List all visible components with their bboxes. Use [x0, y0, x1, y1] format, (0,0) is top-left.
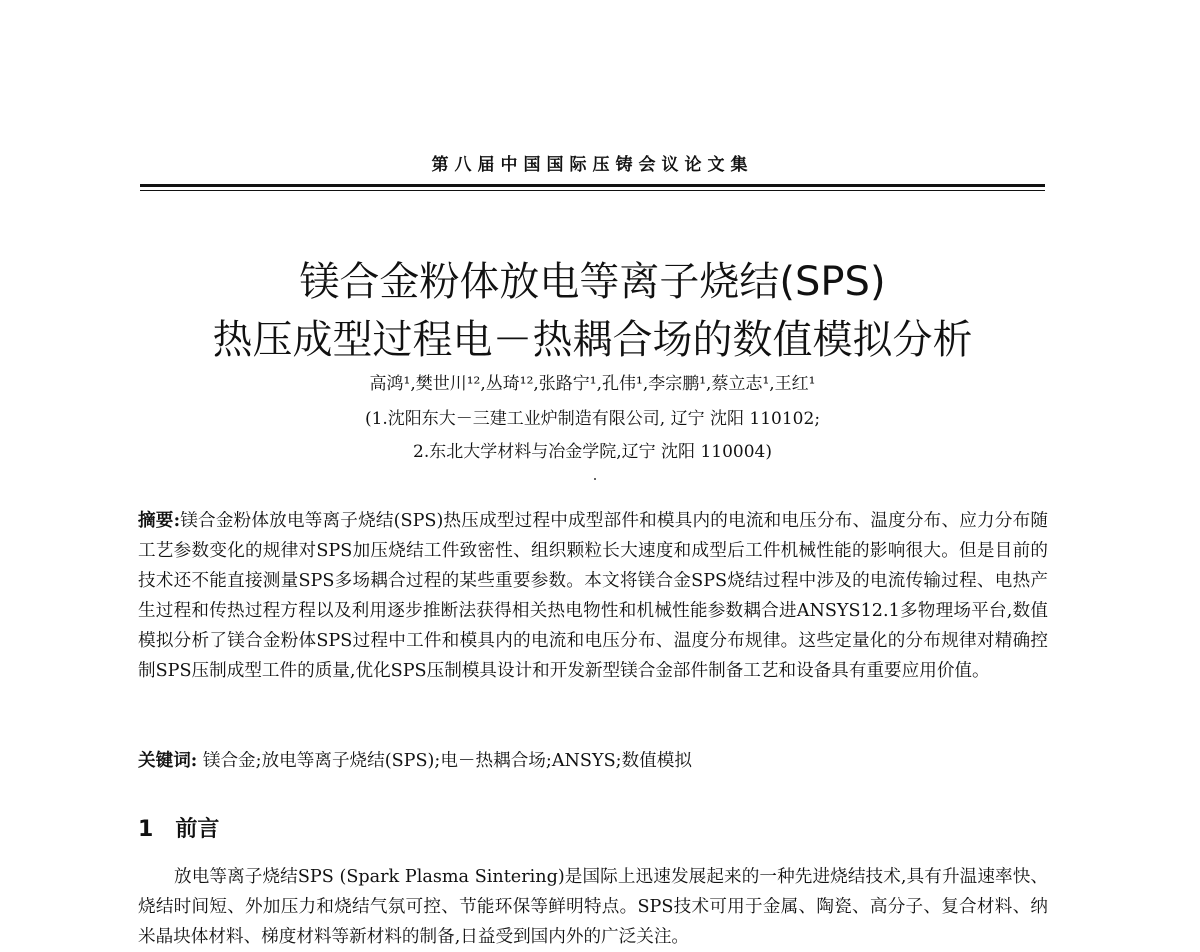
introduction-paragraph: 放电等离子烧结SPS (Spark Plasma Sintering)是国际上迅速发展起来的一种先进烧结技术,具有升温速率快、烧结时间短、外加压力和烧结气氛可控、节能环保等鲜明特点。SPS技术可用于金属、陶瓷、高分子、复合材料、纳米晶块体材料、梯度材料等新材料的制备,日益受到国内外的广泛关注。: [138, 867, 1048, 947]
header-rule-thick: [140, 184, 1045, 187]
keywords-label: 关键词:: [138, 750, 198, 771]
scan-dot: [594, 478, 596, 480]
running-header: 第八届中国国际压铸会议论文集: [431, 155, 754, 175]
section-number: 1: [138, 817, 154, 842]
affiliation-line-1: (1.沈阳东大－三建工业炉制造有限公司, 辽宁 沈阳 110102;: [364, 409, 821, 429]
keywords-text: 镁合金;放电等离子烧结(SPS);电－热耦合场;ANSYS;数值模拟: [197, 751, 692, 771]
abstract: [138, 506, 1048, 686]
paper-title-line-2: 热压成型过程电－热耦合场的数值模拟分析: [212, 317, 973, 363]
paper-title-line-1: 镁合金粉体放电等离子烧结(SPS): [299, 259, 886, 305]
section-heading: [138, 816, 219, 844]
author-list: 高鸿¹,樊世川¹²,丛琦¹²,张路宁¹,孔伟¹,李宗鹏¹,蔡立志¹,王红¹: [369, 374, 816, 394]
header-rule-thin: [140, 190, 1045, 191]
abstract-label: 摘要:: [138, 510, 181, 531]
keywords: [138, 746, 1048, 776]
abstract-text: 镁合金粉体放电等离子烧结(SPS)热压成型过程中成型部件和模具内的电流和电压分布、温度分布、应力分布随工艺参数变化的规律对SPS加压烧结工件致密性、组织颗粒长大速度和成型后工件机械性能的影响很大。但是目前的技术还不能直接测量SPS多场耦合过程的某些重要参数。本文将镁合金SPS烧结过程中涉及的电流传输过程、电热产生过程和传热过程方程以及利用逐步推断法获得相关热电物性和机械性能参数耦合进ANSYS12.1多物理场平台,数值模拟分析了镁合金粉体SPS过程中工件和模具内的电流和电压分布、温度分布规律。这些定量化的分布规律对精确控制SPS压制成型工件的质量,优化SPS压制模具设计和开发新型镁合金部件制备工艺和设备具有重要应用价值。: [138, 511, 1048, 681]
affiliation-line-2: 2.东北大学材料与冶金学院,辽宁 沈阳 110004): [413, 442, 772, 462]
section-title: 前言: [175, 817, 220, 842]
